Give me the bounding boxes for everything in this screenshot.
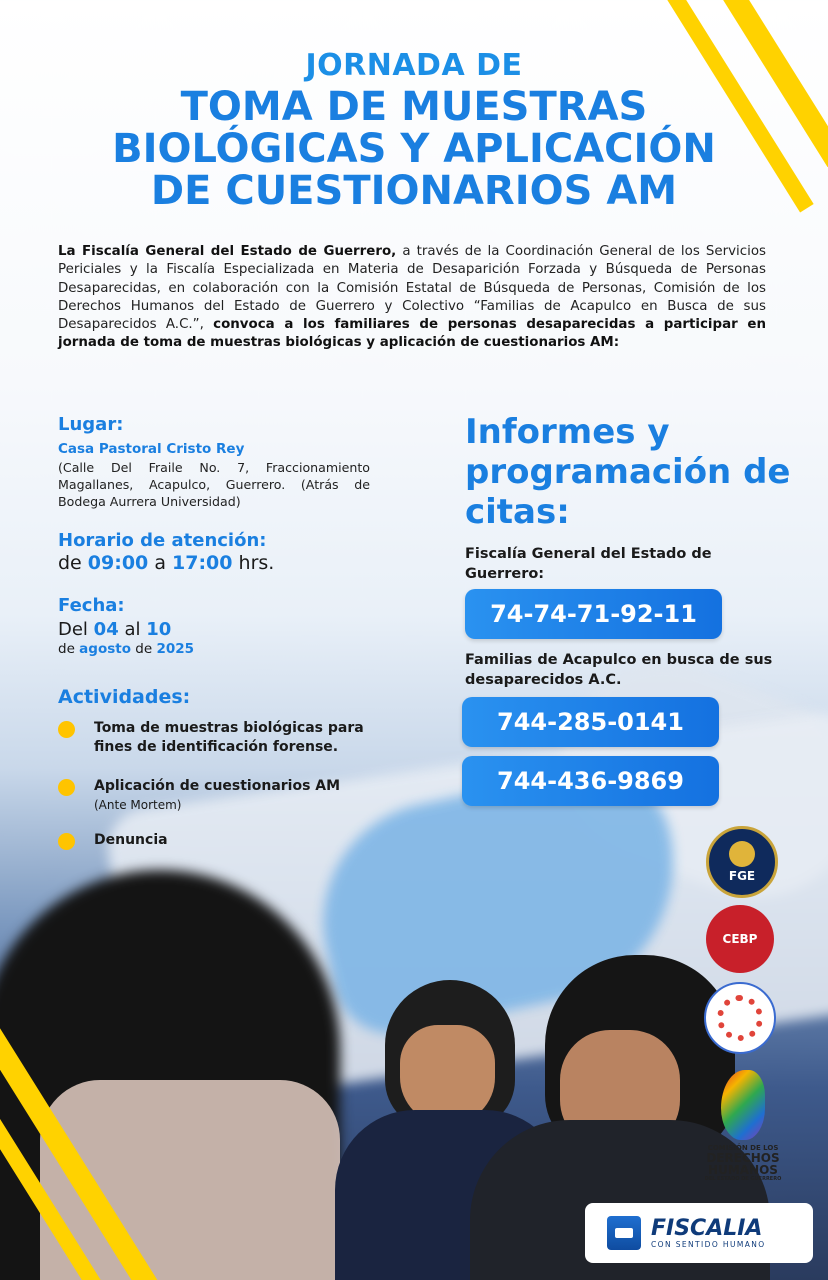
fecha-day-start: 04 bbox=[93, 619, 119, 640]
fecha-prefix: Del bbox=[58, 619, 94, 640]
fge-logo bbox=[706, 826, 778, 898]
informes-org-familias: Familias de Acapulco en busca de sus desaparecidos A.C. bbox=[465, 652, 773, 688]
intro-body: a través de la Coordinación General de los Servicios Periciales y la Fiscalía Especializada en Materia de Desaparición Forzada y Búsqueda de Personas Desaparecidas, en colaboración con la Comisión Estatal de Búsqueda de Personas, Comisión de los Derechos Humanos del Estado de Guerrero y Colectivo “Familias de Acapulco en Busca de sus Desaparecidos A.C.”, bbox=[58, 244, 767, 333]
cdh-logo-line-3: DEL ESTADO DE GUERRERO bbox=[704, 1176, 782, 1182]
lugar-heading: Lugar: bbox=[58, 414, 124, 435]
horario-end: 17:00 bbox=[172, 552, 233, 574]
main-title-line-2: BIOLÓGICAS Y APLICACIÓN bbox=[112, 126, 716, 172]
lugar-address: (Calle Del Fraile No. 7, Fraccionamiento Magallanes, Acapulco, Guerrero. (Atrás de Bodega Aurrera Universidad) bbox=[58, 460, 370, 509]
fiscalia-brand-tagline: CON SENTIDO HUMANO bbox=[651, 1239, 766, 1249]
cdh-logo-line-1: COMISIÓN DE LOS bbox=[707, 1144, 779, 1152]
activity-item bbox=[58, 719, 398, 757]
fecha-day-end: 10 bbox=[146, 619, 172, 640]
cdh-logo bbox=[700, 1062, 786, 1190]
horario-middle: a bbox=[148, 552, 173, 574]
fecha-month-year bbox=[58, 641, 194, 657]
activity-item bbox=[58, 831, 398, 850]
fecha-year-prefix: de bbox=[130, 641, 157, 657]
fiscalia-brand bbox=[585, 1203, 813, 1263]
fecha-month-prefix: de bbox=[58, 641, 80, 657]
intro-bold-end: convoca a los familiares de personas desaparecidas a participar en jornada de toma de muestras biológicas y aplicación de cuestionarios AM: bbox=[58, 317, 767, 351]
main-title bbox=[0, 86, 828, 212]
state-seal-icon bbox=[729, 841, 755, 867]
horario-heading: Horario de atención: bbox=[58, 530, 267, 551]
horario-suffix: hrs. bbox=[232, 552, 275, 574]
activity-subtext: (Ante Mortem) bbox=[94, 798, 182, 812]
fecha-days bbox=[58, 619, 171, 640]
activity-text: Toma de muestras biológicas para fines de identificación forense. bbox=[94, 720, 364, 755]
horario-value bbox=[58, 552, 274, 574]
main-title-line-3: DE CUESTIONARIOS AM bbox=[150, 168, 678, 214]
activity-text: Aplicación de cuestionarios AM bbox=[94, 778, 341, 794]
fecha-year: 2025 bbox=[156, 641, 195, 657]
fiscalia-emblem-icon bbox=[607, 1216, 641, 1250]
fecha-heading: Fecha: bbox=[58, 595, 125, 616]
cebp-logo bbox=[706, 905, 774, 973]
main-title-line-1: TOMA DE MUESTRAS bbox=[180, 84, 648, 130]
lugar-name: Casa Pastoral Cristo Rey bbox=[58, 441, 245, 457]
actividades-heading: Actividades: bbox=[58, 686, 191, 708]
fiscalia-brand-name: FISCALIA bbox=[651, 1215, 763, 1241]
dove-icon bbox=[721, 1070, 765, 1140]
informes-org-fiscalia: Fiscalía General del Estado de Guerrero: bbox=[465, 546, 712, 582]
intro-bold-start: La Fiscalía General del Estado de Guerrero, bbox=[58, 244, 397, 259]
activity-text-wrap bbox=[94, 777, 398, 815]
cebp-logo-text: CEBP bbox=[722, 932, 758, 946]
fiscalia-brand-text bbox=[651, 1215, 766, 1249]
bullet-dot-icon bbox=[58, 833, 75, 850]
bullet-dot-icon bbox=[58, 721, 75, 738]
people-ring-icon bbox=[717, 995, 763, 1041]
cdh-logo-line-2: DERECHOS HUMANOS bbox=[706, 1151, 780, 1177]
activity-item bbox=[58, 777, 398, 815]
bullet-dot-icon bbox=[58, 779, 75, 796]
phone-button-familias-2[interactable]: 744-436-9869 bbox=[462, 756, 719, 806]
fge-logo-text: FGE bbox=[728, 869, 756, 883]
fecha-month: agosto bbox=[79, 641, 131, 657]
phone-button-familias-1[interactable]: 744-285-0141 bbox=[462, 697, 719, 747]
horario-prefix: de bbox=[58, 552, 88, 574]
pre-title: JORNADA DE bbox=[305, 48, 523, 83]
activity-text: Denuncia bbox=[94, 832, 168, 848]
intro-paragraph bbox=[58, 243, 766, 353]
fecha-mid: al bbox=[118, 619, 147, 640]
colectivo-logo bbox=[704, 982, 776, 1054]
informes-heading: Informes y programación de citas: bbox=[465, 412, 791, 532]
phone-button-fiscalia[interactable]: 74-74-71-92-11 bbox=[465, 589, 722, 639]
horario-start: 09:00 bbox=[87, 552, 149, 574]
